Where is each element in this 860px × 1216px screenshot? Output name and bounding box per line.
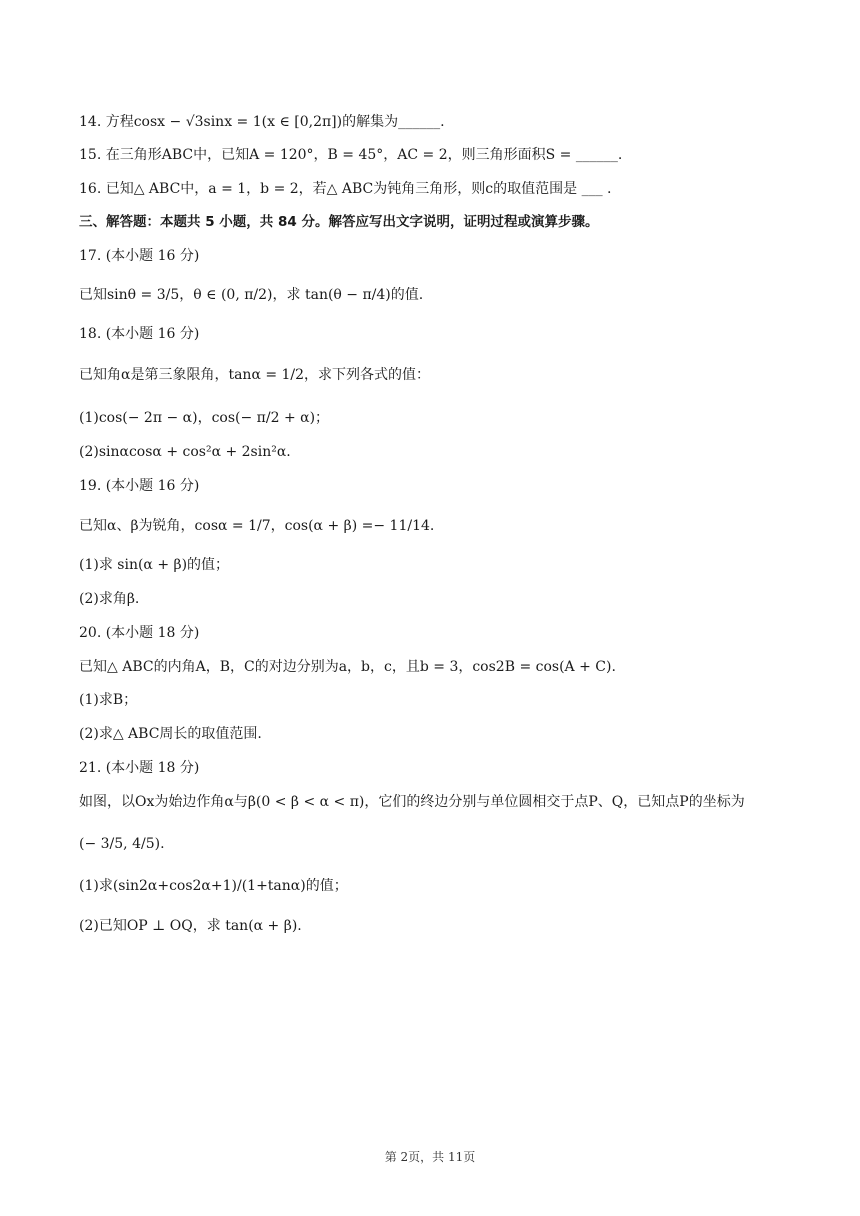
- question-18-text: 已知角α是第三象限角，tanα = 1/2，求下列各式的值：: [79, 367, 431, 383]
- question-20-text: 已知△ ABC的内角A，B，C的对边分别为a，b，c，且b = 3，cos2B = cos(A + C).: [79, 659, 616, 675]
- question-21-coordinates: (− 3/5, 4/5).: [79, 836, 165, 852]
- question-21-header: 21. (本小题 18 分): [79, 760, 200, 776]
- question-19-part-1: (1)求 sin(α + β)的值；: [79, 557, 230, 573]
- section-heading: 三、解答题：本题共 5 小题，共 84 分。解答应写出文字说明，证明过程或演算步骤。: [79, 214, 599, 230]
- question-21-text: 如图，以Ox为始边作角α与β(0 < β < α < π)，它们的终边分别与单位圆相交于点P、Q，已知点P的坐标为: [79, 794, 745, 810]
- question-18-header: 18. (本小题 16 分): [79, 326, 200, 342]
- question-14: 14. 方程cosx − √3sinx = 1(x ∈ [0,2π])的解集为______.: [79, 114, 445, 130]
- question-15: 15. 在三角形ABC中，已知A = 120°，B = 45°，AC = 2，则三角形面积S = ______.: [79, 147, 623, 163]
- question-16: 16. 已知△ ABC中，a = 1，b = 2，若△ ABC为钝角三角形，则c的取值范围是 ___ .: [79, 181, 612, 197]
- question-18-part-1: (1)cos(− 2π − α)，cos(− π/2 + α)；: [79, 410, 330, 426]
- question-19-part-2: (2)求角β.: [79, 591, 140, 607]
- question-20-part-1: (1)求B；: [79, 692, 138, 708]
- question-19-header: 19. (本小题 16 分): [79, 478, 200, 494]
- page-footer: 第 2页，共 11页: [384, 1150, 476, 1164]
- question-20-header: 20. (本小题 18 分): [79, 625, 200, 641]
- question-21-part-1: (1)求(sin2α+cos2α+1)/(1+tanα)的值；: [79, 878, 348, 894]
- question-21-part-2: (2)已知OP ⊥ OQ，求 tan(α + β).: [79, 918, 302, 934]
- question-20-part-2: (2)求△ ABC周长的取值范围.: [79, 726, 262, 742]
- question-19-text: 已知α、β为锐角，cosα = 1/7，cos(α + β) =− 11/14.: [79, 518, 435, 534]
- question-17-text: 已知sinθ = 3/5，θ ∈ (0, π/2)，求 tan(θ − π/4)的值.: [79, 287, 424, 303]
- question-17-header: 17. (本小题 16 分): [79, 248, 200, 264]
- question-18-part-2: (2)sinαcosα + cos²α + 2sin²α.: [79, 444, 291, 460]
